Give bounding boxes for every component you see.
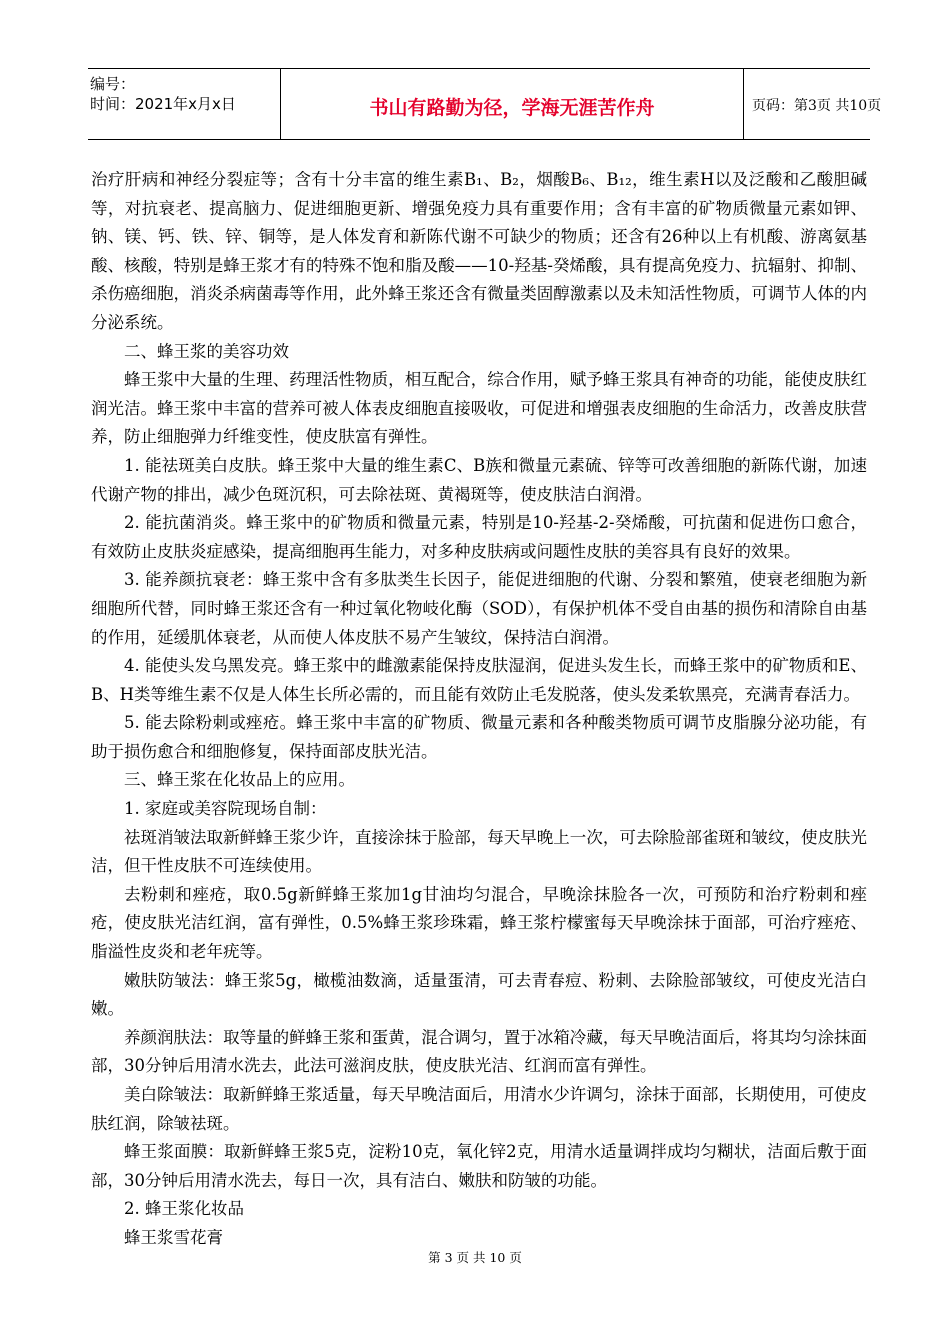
header-meta	[88, 69, 280, 139]
body-paragraph: 祛斑消皱法取新鲜蜂王浆少许，直接涂抹于脸部，每天早晚上一次，可去除脸部雀斑和皱纹，使皮肤光洁，但干性皮肤不可连续使用。	[91, 827, 867, 876]
body-paragraph: 1. 能祛斑美白皮肤。蜂王浆中大量的维生素C、B族和微量元素硫、锌等可改善细胞的新陈代谢，加速代谢产物的排出，减少色斑沉积，可去除祛斑、黄褐斑等，使皮肤洁白润滑。	[91, 455, 867, 504]
body-paragraph: 去粉刺和痤疮，取0.5g新鲜蜂王浆加1g甘油均匀混合，早晚涂抹脸各一次，可预防和治疗粉刺和痤疮，使皮肤光洁红润，富有弹性，0.5%蜂王浆珍珠霜，蜂王浆柠檬蜜每天早晚涂抹于面部，可治疗痤疮、脂溢性皮炎和老年疣等。	[91, 884, 867, 962]
body-paragraph: 三、蜂王浆在化妆品上的应用。	[124, 770, 355, 790]
body-paragraph: 治疗肝病和神经分裂症等；含有十分丰富的维生素B₁、B₂，烟酸B₆、B₁₂，维生素H以及泛酸和乙酸胆碱等，对抗衰老、提高脑力、促进细胞更新、增强免疫力具有重要作用；含有丰富的矿物质微量元素如钾、钠、镁、钙、铁、锌、铜等，是人体发育和新陈代谢不可缺少的物质；还含有26种以上有机酸、游离氨基酸、核酸，特别是蜂王浆才有的特殊不饱和脂及酸——10-羟基-癸烯酸，具有提高免疫力、抗辐射、抑制、杀伤癌细胞，消炎杀病菌毒等作用，此外蜂王浆还含有微量类固醇激素以及未知活性物质，可调节人体的内分泌系统。	[91, 170, 867, 332]
body-paragraph: 养颜润肤法：取等量的鲜蜂王浆和蛋黄，混合调匀，置于冰箱冷藏，每天早晚洁面后，将其均匀涂抹面部，30分钟后用清水洗去，此法可滋润皮肤，使皮肤光洁、红润而富有弹性。	[91, 1027, 867, 1076]
header-page-cell	[744, 69, 882, 139]
body-paragraph: 蜂王浆雪花膏	[124, 1227, 223, 1247]
body-paragraph: 二、蜂王浆的美容功效	[124, 341, 289, 361]
body-paragraph: 美白除皱法：取新鲜蜂王浆适量，每天早晚洁面后，用清水少许调匀，涂抹于面部，长期使用，可使皮肤红润，除皱祛斑。	[91, 1085, 867, 1133]
body-paragraph: 3. 能养颜抗衰老：蜂王浆中含有多肽类生长因子，能促进细胞的代谢、分裂和繁殖，使衰老细胞为新细胞所代替，同时蜂王浆还含有一种过氧化物岐化酶（SOD），有保护机体不受自由基的损伤和清除自由基的作用，延缓肌体衰老，从而使人体皮肤不易产生皱纹，保持洁白润滑。	[91, 570, 867, 647]
body-paragraph: 2. 蜂王浆化妆品	[124, 1199, 244, 1219]
document-number-label: 编号：	[90, 75, 136, 93]
header-motto: 书山有路勤为径，学海无涯苦作舟	[369, 97, 655, 119]
page-header	[88, 68, 882, 140]
page-footer: 第 3 页 共 10 页	[428, 1250, 522, 1265]
document-body	[91, 166, 867, 1253]
body-paragraph: 蜂王浆面膜：取新鲜蜂王浆5克，淀粉10克，氧化锌2克，用清水适量调拌成均匀糊状，洁面后敷于面部，30分钟后用清水洗去，每日一次，具有洁白、嫩肤和防皱的功能。	[91, 1142, 867, 1190]
body-paragraph: 蜂王浆中大量的生理、药理活性物质，相互配合，综合作用，赋予蜂王浆具有神奇的功能，能使皮肤红润光洁。蜂王浆中丰富的营养可被人体表皮细胞直接吸收，可促进和增强表皮细胞的生命活力，改善皮肤营养，防止细胞弹力纤维变性，使皮肤富有弹性。	[91, 370, 867, 447]
header-page-info: 页码：第3页 共10页	[752, 98, 882, 114]
body-paragraph: 嫩肤防皱法：蜂王浆5g，橄榄油数滴，适量蛋清，可去青春痘、粉刺、去除脸部皱纹，可使皮光洁白嫩。	[91, 970, 867, 1019]
document-date-label: 时间：2021年x月x日	[90, 95, 236, 113]
body-paragraph: 2. 能抗菌消炎。蜂王浆中的矿物质和微量元素，特别是10-羟基-2-癸烯酸，可抗菌和促进伤口愈合，有效防止皮肤炎症感染，提高细胞再生能力，对多种皮肤病或问题性皮肤的美容具有良好的效果。	[91, 513, 867, 561]
body-paragraph: 5. 能去除粉刺或痤疮。蜂王浆中丰富的矿物质、微量元素和各种酸类物质可调节皮脂腺分泌功能，有助于损伤愈合和细胞修复，保持面部皮肤光洁。	[91, 713, 867, 761]
body-paragraph: 1. 家庭或美容院现场自制：	[124, 799, 327, 819]
body-paragraph: 4. 能使头发乌黑发亮。蜂王浆中的雌激素能保持皮肤湿润，促进头发生长，而蜂王浆中的矿物质和E、B、H类等维生素不仅是人体生长所必需的，而且能有效防止毛发脱落，使头发柔软黑亮，充满青春活力。	[91, 656, 867, 704]
header-motto-cell	[280, 69, 744, 139]
